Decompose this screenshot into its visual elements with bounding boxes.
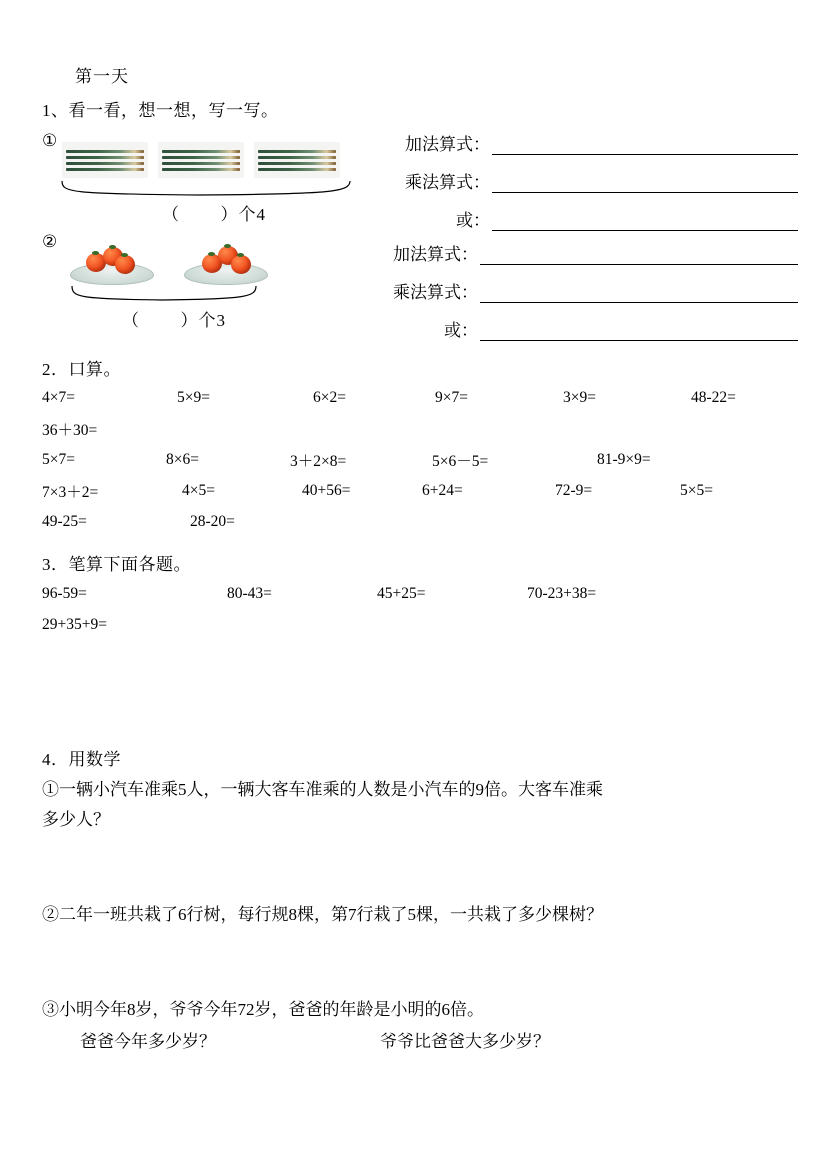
problem[interactable]: 36＋30=: [42, 421, 98, 439]
problem[interactable]: 3＋2×8=: [290, 452, 347, 470]
problem[interactable]: 5×6－5=: [432, 452, 489, 470]
answer-row: [368, 316, 798, 341]
word-problem-2: [42, 900, 802, 930]
question-2-heading: 2．口算。: [42, 360, 121, 379]
problem-row: [42, 609, 787, 640]
question-1-item-2: [42, 233, 372, 338]
answer-blank-line[interactable]: [492, 176, 798, 193]
problem[interactable]: 29+35+9=: [42, 615, 107, 633]
item-2-caption: [122, 306, 226, 331]
problem[interactable]: 72-9=: [555, 481, 593, 499]
problem-row: [42, 475, 787, 506]
page-title: 第一天: [75, 67, 129, 86]
brace-icon: [70, 285, 258, 305]
answer-blank-line[interactable]: [480, 248, 798, 265]
problem-row: [42, 444, 787, 475]
problem[interactable]: 81-9×9=: [597, 450, 651, 468]
word-problem-1-line-2: 多少人？: [42, 810, 110, 829]
problem[interactable]: 3×9=: [563, 388, 596, 406]
problem-row: [42, 506, 787, 537]
word-problem-3-sub-a: 爸爸今年多少岁？: [80, 1032, 216, 1051]
problem[interactable]: 96-59=: [42, 584, 87, 602]
problem[interactable]: 5×5=: [680, 481, 713, 499]
answer-row: [378, 168, 798, 193]
word-problem-3: [42, 995, 802, 1057]
problem[interactable]: 45+25=: [377, 584, 426, 602]
problem-row: [42, 578, 787, 609]
problem[interactable]: 70-23+38=: [527, 584, 597, 602]
tomato-groups: [70, 239, 266, 285]
word-problem-3-sub-b: 爷爷比爸爸大多少岁？: [380, 1032, 550, 1051]
problem[interactable]: 7×3＋2=: [42, 483, 99, 501]
problem[interactable]: 40+56=: [302, 481, 351, 499]
brace-icon: [60, 180, 352, 200]
problem[interactable]: 9×7=: [435, 388, 468, 406]
question-3-heading: 3．笔算下面各题。: [42, 555, 191, 574]
paren-open-1: （: [162, 205, 180, 224]
answer-blank-line[interactable]: [492, 214, 798, 231]
problem[interactable]: 28-20=: [190, 512, 235, 530]
answer-row: [378, 130, 798, 155]
paren-close-2: ）个3: [180, 311, 226, 330]
answer-blank-line[interactable]: [492, 138, 798, 155]
problem-row: [42, 413, 787, 444]
problem[interactable]: 4×7=: [42, 388, 75, 406]
problem[interactable]: 48-22=: [691, 388, 736, 406]
word-problem-3-line-1: ③小明今年8岁，爷爷今年72岁，爸爸的年龄是小明的6倍。: [42, 1000, 484, 1019]
problem[interactable]: 8×6=: [166, 450, 199, 468]
question-1-item-1: [42, 132, 372, 232]
question-2-problems: [42, 382, 787, 537]
tomato-plate: [184, 239, 266, 285]
answer-row: [368, 240, 798, 265]
answer-lines-group-2: [368, 240, 798, 354]
answer-blank-line[interactable]: [480, 324, 798, 341]
answer-blank-line[interactable]: [480, 286, 798, 303]
problem-row: [42, 382, 787, 413]
word-problem-1-line-1: ①一辆小汽车准乘5人，一辆大客车准乘的人数是小汽车的9倍。大客车准乘: [42, 780, 603, 799]
problem[interactable]: 5×9=: [177, 388, 210, 406]
pencil-group: [158, 142, 244, 178]
answer-label: 加法算式：: [393, 245, 478, 264]
answer-row: [368, 278, 798, 303]
question-1-heading: 1、看一看，想一想，写一写。: [42, 101, 279, 120]
answer-row: [378, 206, 798, 231]
answer-lines-group-1: [378, 130, 798, 244]
problem[interactable]: 49-25=: [42, 512, 87, 530]
tomato-plate: [70, 239, 152, 285]
item-1-caption: [162, 200, 266, 225]
word-problem-1: [42, 775, 802, 835]
paren-close-1: ）个4: [220, 205, 266, 224]
problem[interactable]: 6×2=: [313, 388, 346, 406]
answer-label: 加法算式：: [405, 135, 490, 154]
problem[interactable]: 4×5=: [182, 481, 215, 499]
pencil-groups: [62, 142, 340, 178]
word-problem-3-subquestions: [42, 1027, 802, 1057]
answer-label: 乘法算式：: [405, 173, 490, 192]
answer-label: 乘法算式：: [393, 283, 478, 302]
paren-open-2: （: [122, 311, 140, 330]
question-3-problems: [42, 578, 787, 640]
question-4-heading: 4．用数学: [42, 750, 121, 769]
word-problem-2-line-1: ②二年一班共栽了6行树，每行规8棵，第7行栽了5棵，一共栽了多少棵树？: [42, 905, 603, 924]
answer-label: 或：: [444, 321, 478, 340]
problem[interactable]: 80-43=: [227, 584, 272, 602]
problem[interactable]: 5×7=: [42, 450, 75, 468]
pencil-group: [254, 142, 340, 178]
answer-label: 或：: [456, 211, 490, 230]
item-marker-1: ①: [42, 131, 58, 150]
item-marker-2: ②: [42, 232, 58, 251]
pencil-group: [62, 142, 148, 178]
problem[interactable]: 6+24=: [422, 481, 463, 499]
